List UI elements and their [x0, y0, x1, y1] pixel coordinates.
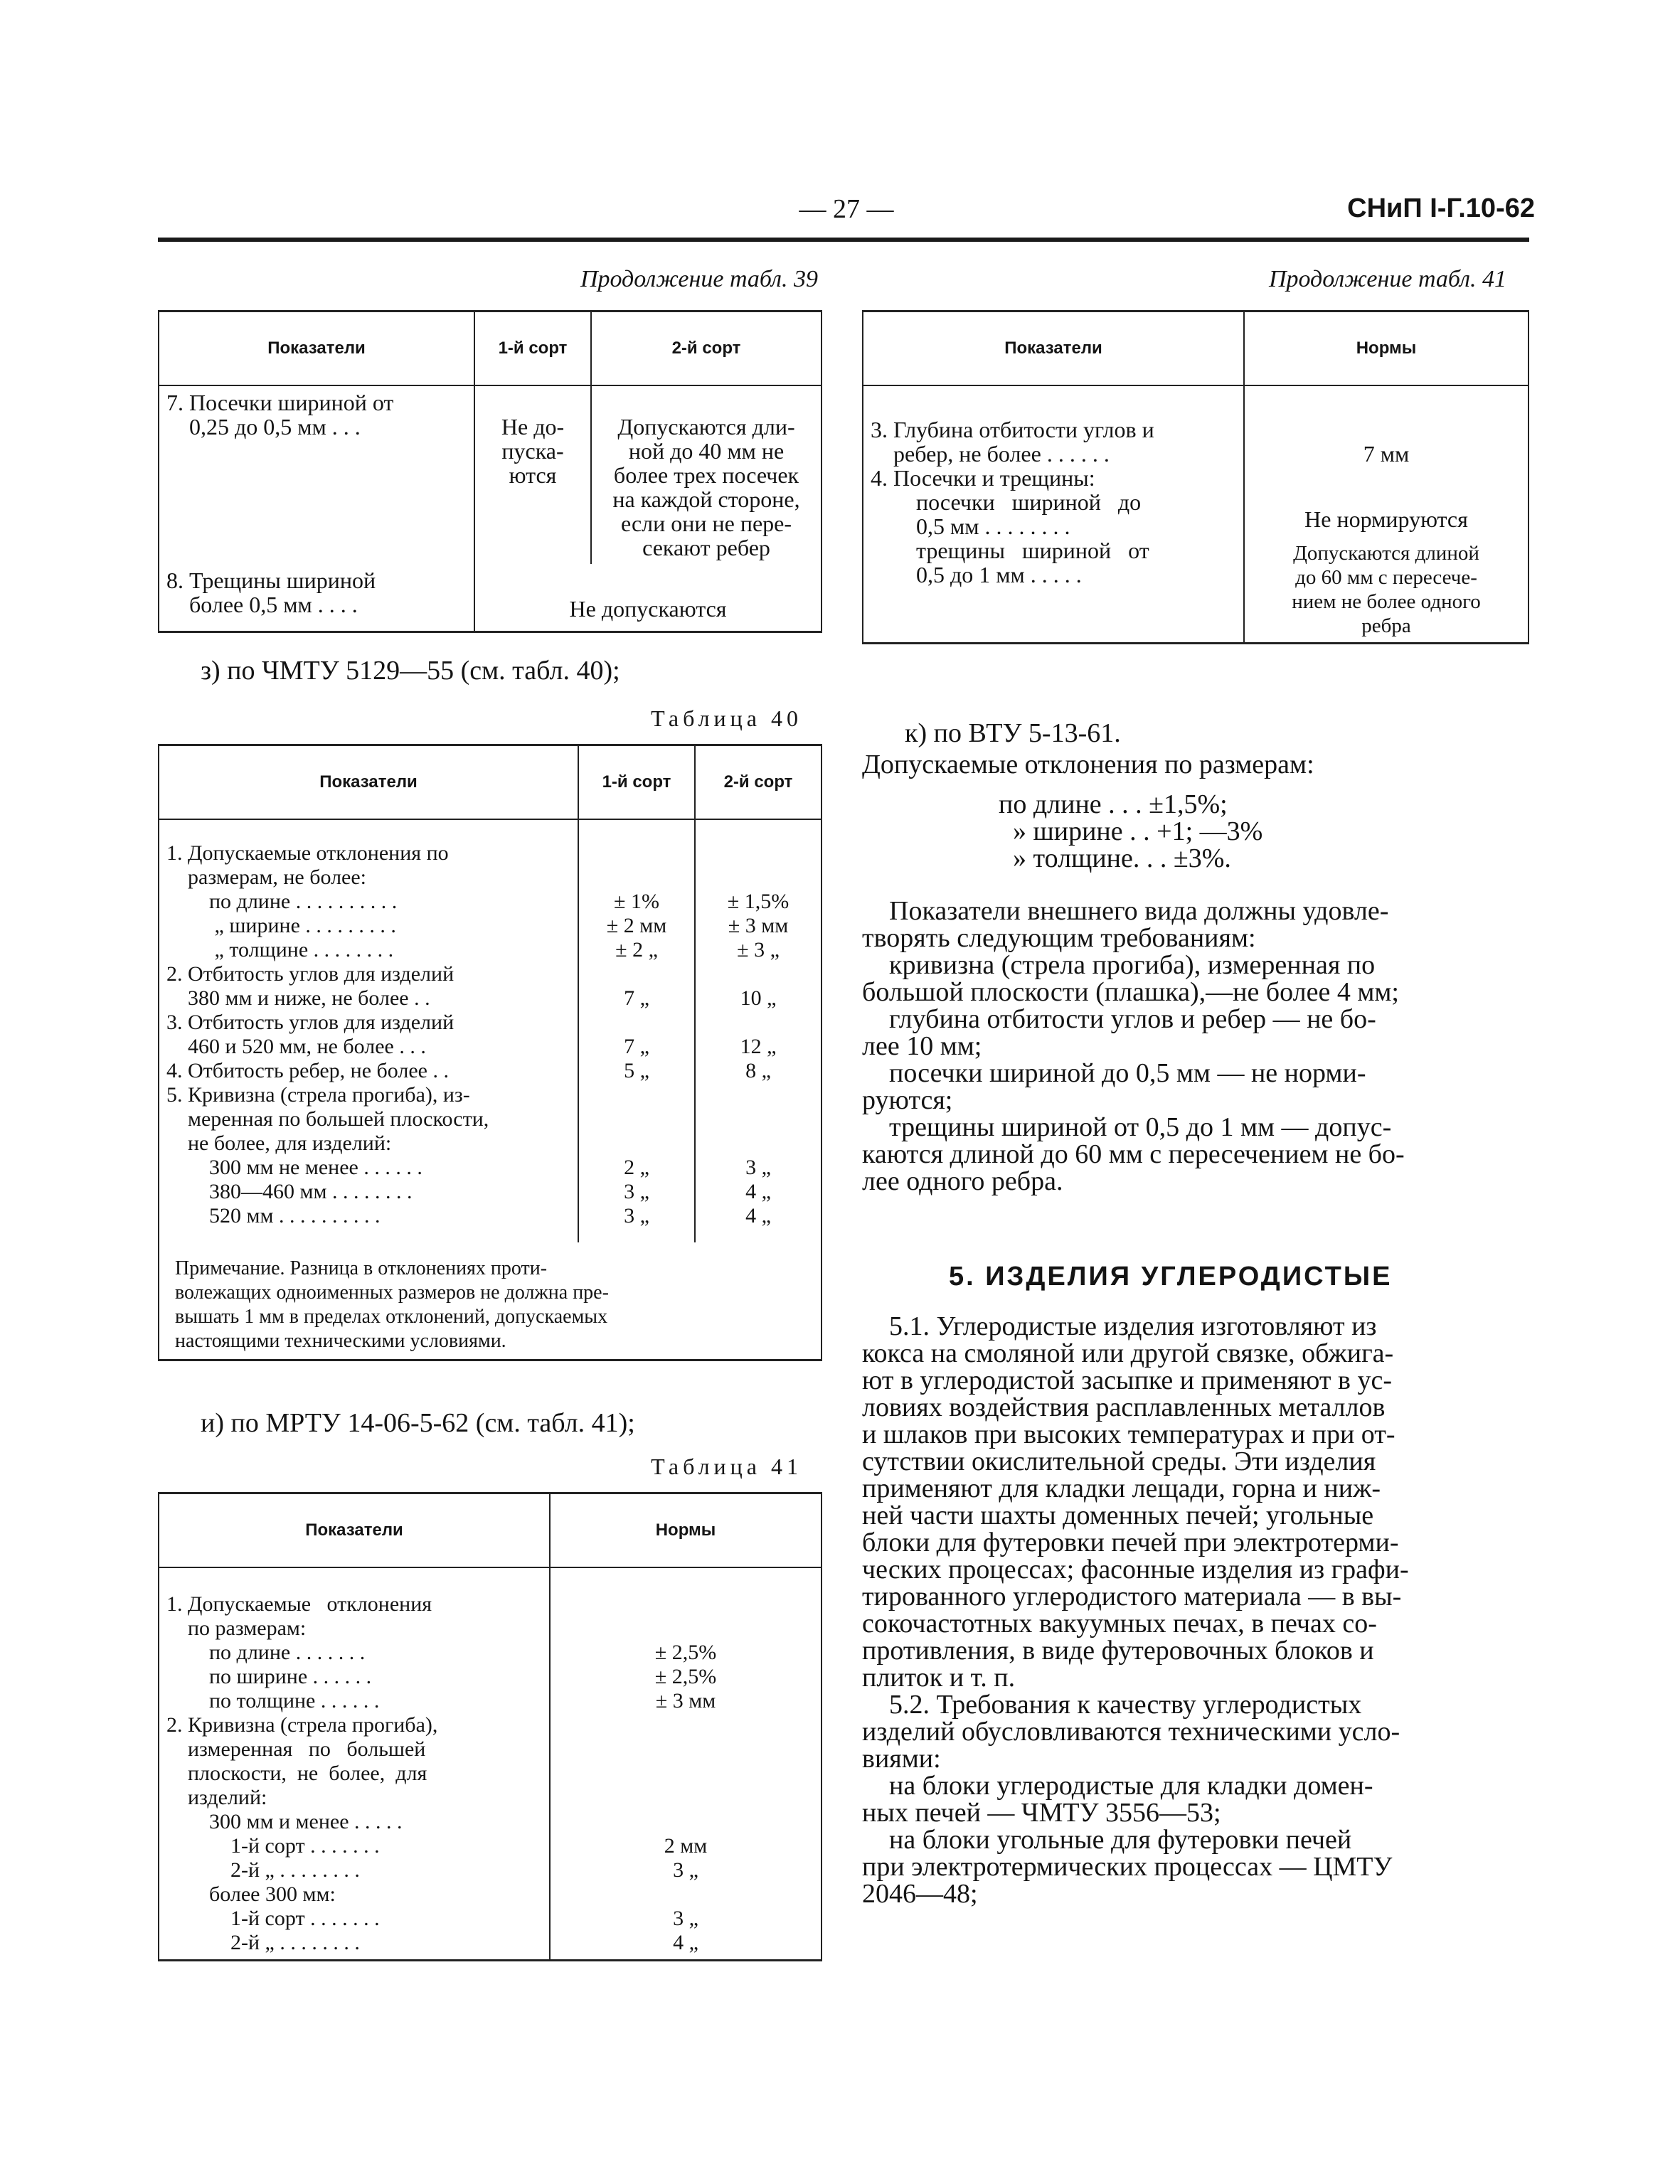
t41c-norm-nicks: Не нормируются — [1304, 506, 1468, 532]
document-code: СНиП I-Г.10-62 — [1347, 193, 1535, 223]
line-k: к) по ВТУ 5-13-61. — [905, 718, 1121, 748]
t39-row7-label: 7. Посечки шириной от 0,25 до 0,5 мм . . . — [166, 390, 394, 440]
t40-header-indicators: Показатели — [159, 745, 578, 820]
table-41 — [158, 1492, 822, 1961]
t41c-header-norms: Нормы — [1244, 311, 1529, 386]
t39-row7-grade1: Не до- пуска- ются — [474, 385, 591, 564]
t41-indicators-column: 1. Допускаемые отклонения по размерам: по длине . . . . . . . по ширине . . . . . . по толщине . . . . . . 2. Кривизна (стрела прогиба), измеренная по большей плоскости, не более, для изделий: 300 мм и менее . . . . . 1-й сорт . . . . . . . 2-й „ . . . . . . . . более 300 мм: 1-й сорт . . . . . . . 2-й „ . . . . . . . . — [166, 1592, 438, 1954]
table-41-continued — [862, 310, 1529, 644]
t41c-indicators-column: 3. Глубина отбитости углов и ребер, не более . . . . . . 4. Посечки и трещины: посечки шириной до 0,5 мм . . . . . . . . трещины шириной от 0,5 до 1 мм . . . . . — [871, 417, 1154, 587]
t39-row8-label: 8. Трещины шириной более 0,5 мм . . . . — [166, 568, 376, 617]
t41c-norms-column — [1244, 385, 1529, 644]
line-i: и) по МРТУ 14-06-5-62 (см. табл. 41); — [201, 1408, 635, 1438]
page-number: — 27 — — [799, 194, 894, 224]
table-41-continuation-caption: Продолжение табл. 41 — [1268, 266, 1506, 292]
t40-header-grade2: 2-й сорт — [695, 745, 822, 820]
t40-note: Примечание. Разница в отклонениях проти- волежащих одноименных размеров не должна пре- вышать 1 мм в пределах отклонений, допускаемых настоящими техническими условиями. — [175, 1257, 609, 1352]
t39-header-grade2: 2-й сорт — [591, 311, 822, 386]
t41-header-indicators: Показатели — [159, 1493, 550, 1568]
section-title: 5. ИЗДЕЛИЯ УГЛЕРОДИСТЫЕ — [949, 1262, 1393, 1291]
line-z: з) по ЧМТУ 5129—55 (см. табл. 40); — [201, 656, 620, 686]
section-body: 5.1. Углеродистые изделия изготовляют из кокса на смоляной или другой связке, обжига- ют в углеродистой засыпке и применяют в ус- ловиях воздействия расплавленных металлов и шлаков при высоких температурах и при от- сутствии окислительной среды. Эти изделия применяют для кладки лещади, горна и ниж- ней части шахты доменных печей; угольные блоки для футеровки печей при электротерми- ческих процессах; фасонные изделия из графи- тированного углеродистого материала — в вы- сокочастотных вакуумных печах, в печах со- противления, в виде футеровочных блоков и плиток и т. п. 5.2. Требования к качеству углеродистых изделий обусловливаются техническими усло- виями: на блоки углеродистые для кладки домен- ных печей — ЧМТУ 3556—53; на блоки угольные для футеровки печей при электротермических процессах — ЦМТУ 2046—48; — [862, 1311, 1409, 1909]
table-39-continuation-caption: Продолжение табл. 39 — [580, 266, 818, 292]
header-rule — [158, 238, 1529, 242]
appearance-requirements: Показатели внешнего вида должны удовле- творять следующим требованиям: кривизна (стрела прогиба), измеренная по большой плоскости (плашка),—не более 4 мм; глубина отбитости углов и ребер — не бо- лее 10 мм; посечки шириной до 0,5 мм — не норми- руются; трещины шириной от 0,5 до 1 мм — допус- каются длиной до 60 мм с пересечением не бо- лее одного ребра. — [862, 896, 1405, 1196]
t41c-norm-depth: 7 мм — [1363, 441, 1410, 467]
t40-indicators-column: 1. Допускаемые отклонения по размерам, не более: по длине . . . . . . . . . . „ ширине . . . . . . . . . „ толщине . . . . . . . . 2. Отбитость углов для изделий 380 мм и ниже, не более . . 3. Отбитость углов для изделий 460 и 520 мм, не более . . . 4. Отбитость ребер, не более . . 5. Кривизна (стрела прогиба), из- меренная по большей плоскости, не более, для изделий: 300 мм не менее . . . . . . 380—460 мм . . . . . . . . 520 мм . . . . . . . . . . — [166, 841, 489, 1227]
table-41-caption: Таблица 41 — [651, 1454, 802, 1479]
t39-header-grade1: 1-й сорт — [474, 311, 591, 386]
t41-norms-column: ± 2,5% ± 2,5% ± 3 мм 2 мм 3 „ 3 „ 4 „ — [550, 1567, 822, 1961]
deviations-list: по длине . . . ±1,5%; » ширине . . +1; —3% » толщине. . . ±3%. — [999, 789, 1263, 873]
t41-header-norms: Нормы — [550, 1493, 822, 1568]
t41c-header-indicators: Показатели — [863, 311, 1244, 386]
t41c-norm-cracks: Допускаются длиной до 60 мм с пересече- нием не более одного ребра — [1292, 542, 1481, 637]
table-39 — [158, 310, 822, 633]
deviations-title: Допускаемые отклонения по размерам: — [862, 750, 1314, 779]
t40-grade1-column: ± 1% ± 2 мм ± 2 „ 7 „ 7 „ 5 „ 2 „ 3 „ 3 „ — [578, 819, 695, 1242]
t40-grade2-column: ± 1,5% ± 3 мм ± 3 „ 10 „ 12 „ 8 „ 3 „ 4 „ 4 „ — [695, 819, 822, 1242]
table-40-caption: Таблица 40 — [651, 705, 802, 731]
t40-header-grade1: 1-й сорт — [578, 745, 695, 820]
table-40 — [158, 744, 822, 1361]
t39-row8-value: Не допускаются — [474, 564, 822, 632]
t39-header-indicators: Показатели — [159, 311, 474, 386]
t39-row7-grade2: Допускаются дли- ной до 40 мм не более трех посечек на каждой стороне, если они не пере- секают ребер — [591, 385, 822, 564]
